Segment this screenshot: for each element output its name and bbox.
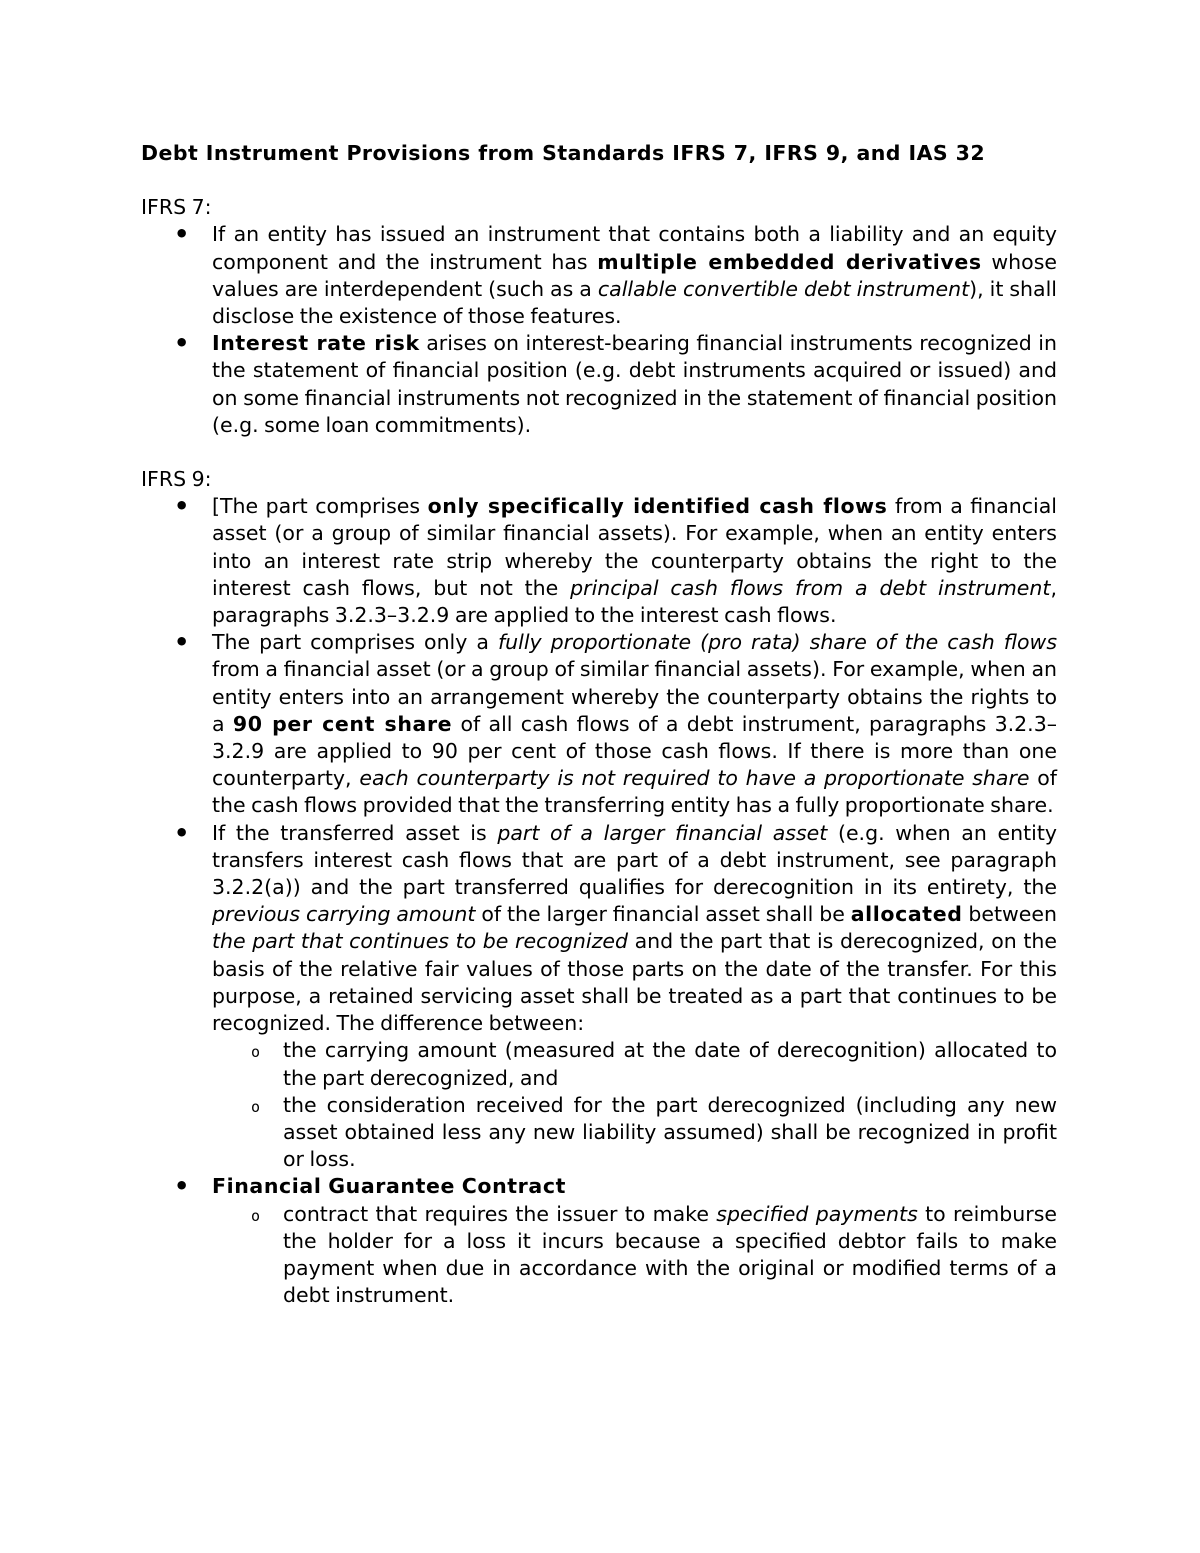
document-title: Debt Instrument Provisions from Standards IFRS 7, IFRS 9, and IAS 32 — [141, 141, 986, 165]
text-run: contract that requires the issuer to make — [283, 1201, 717, 1226]
text-run: to reimburse the holder for a loss it incurs because a specified debtor fails to make payment when due in accordance with the original or modified terms of a debt instrument. — [283, 1201, 1057, 1308]
italic-term: fully proportionate (pro rata) share of the cash flows — [497, 630, 1058, 655]
italic-term: part of a larger financial asset — [497, 820, 828, 845]
text-run: between — [962, 902, 1058, 927]
ifrs9-bullet-4 — [212, 1173, 1057, 1309]
ifrs9-bullet-3 — [212, 820, 1057, 1174]
bold-heading: Financial Guarantee Contract — [212, 1174, 566, 1199]
text-run: from a financial asset (or a group of similar financial assets). For example, when an entity enters into an arrangement whereby the counterparty obtains the rights to a — [212, 657, 1057, 736]
ifrs7-bullet-1 — [212, 221, 1057, 330]
section-spacer — [141, 439, 1057, 466]
italic-term: principal cash flows from a debt instrument — [570, 575, 1051, 600]
text-run: of the larger financial asset shall be — [475, 902, 851, 927]
bold-term: allocated — [850, 902, 963, 927]
bold-term: 90 per cent share — [232, 711, 453, 736]
text-run: from a financial asset (or a group of similar financial assets). For example, when an entity enters into an interest rate strip whereby the counterparty obtains the right to the interest cash flows, but not the — [212, 494, 1057, 600]
ifrs9-bullet-2 — [212, 629, 1057, 819]
italic-term: specified payments — [716, 1201, 918, 1226]
text-run: of the cash flows provided that the transferring entity has a fully proportionate share. — [212, 766, 1057, 818]
text-run: and the part that is derecognized, on the basis of the relative fair values of those parts on the date of the transfer. For this purpose, a retained servicing asset shall be treated as a part that continues to be recognized. The difference between: — [212, 929, 1057, 1036]
section-label-ifrs9: IFRS 9: — [141, 467, 212, 492]
ifrs9-bullet-1 — [212, 493, 1057, 629]
sub-bullet-2: o the consideration received for the part derecognized (including any new asset obtained less any new liability assumed) shall be recognized in profit or loss. — [283, 1092, 1057, 1174]
bold-term: Interest rate risk — [212, 331, 420, 356]
guarantee-sub-list — [212, 1201, 1057, 1310]
document-body — [141, 140, 1057, 1309]
text-run: (e.g. when an entity transfers interest cash flows that are part of a debt instrument, see paragraph 3.2.2(a)) and the part transferred qualifies for derecognition in its entirety, the — [212, 820, 1057, 900]
sub-bullet-1: o the carrying amount (measured at the date of derecognition) allocated to the part derecognized, and — [283, 1037, 1057, 1091]
text-run: ), it shall disclose the existence of those features. — [212, 276, 1057, 329]
ifrs9-sub-list — [212, 1037, 1057, 1173]
ifrs9-bullet-list — [141, 493, 1057, 1309]
text-run: The part comprises only a — [212, 630, 498, 655]
text-run: , paragraphs 3.2.3–3.2.9 are applied to the interest cash flows. — [212, 575, 1057, 628]
text-run: of all cash flows of a debt instrument, paragraphs 3.2.3–3.2.9 are applied to 90 per cent of those cash flows. If there is more than one counterparty, — [212, 711, 1057, 791]
italic-term: the part that continues to be recognized — [212, 929, 628, 954]
text-run: If an entity has issued an instrument that contains both a liability and an equity component and the instrument has — [212, 222, 1057, 274]
text-run: whose values are interdependent (such as a — [212, 249, 1057, 301]
ifrs7-bullet-list — [141, 221, 1057, 439]
italic-term: each counterparty is not required to have a proportionate share — [359, 766, 1030, 791]
text-run: [The part comprises — [212, 494, 428, 519]
ifrs7-bullet-2 — [212, 330, 1057, 439]
italic-term: previous carrying amount — [212, 902, 476, 927]
text-run: arises on interest-bearing financial instruments recognized in the statement of financial position (e.g. debt instruments acquired or issued) and on some financial instruments not recognized in the statement of financial position (e.g. some loan commitments). — [212, 331, 1057, 437]
bold-term: only specifically identified cash flows — [427, 494, 888, 519]
section-label-ifrs7: IFRS 7: — [141, 195, 212, 220]
italic-term: callable convertible debt instrument — [597, 276, 970, 301]
text-run: If the transferred asset is — [212, 820, 498, 845]
sub-bullet-guarantee — [283, 1201, 1057, 1310]
bold-term: multiple embedded derivatives — [597, 249, 982, 274]
